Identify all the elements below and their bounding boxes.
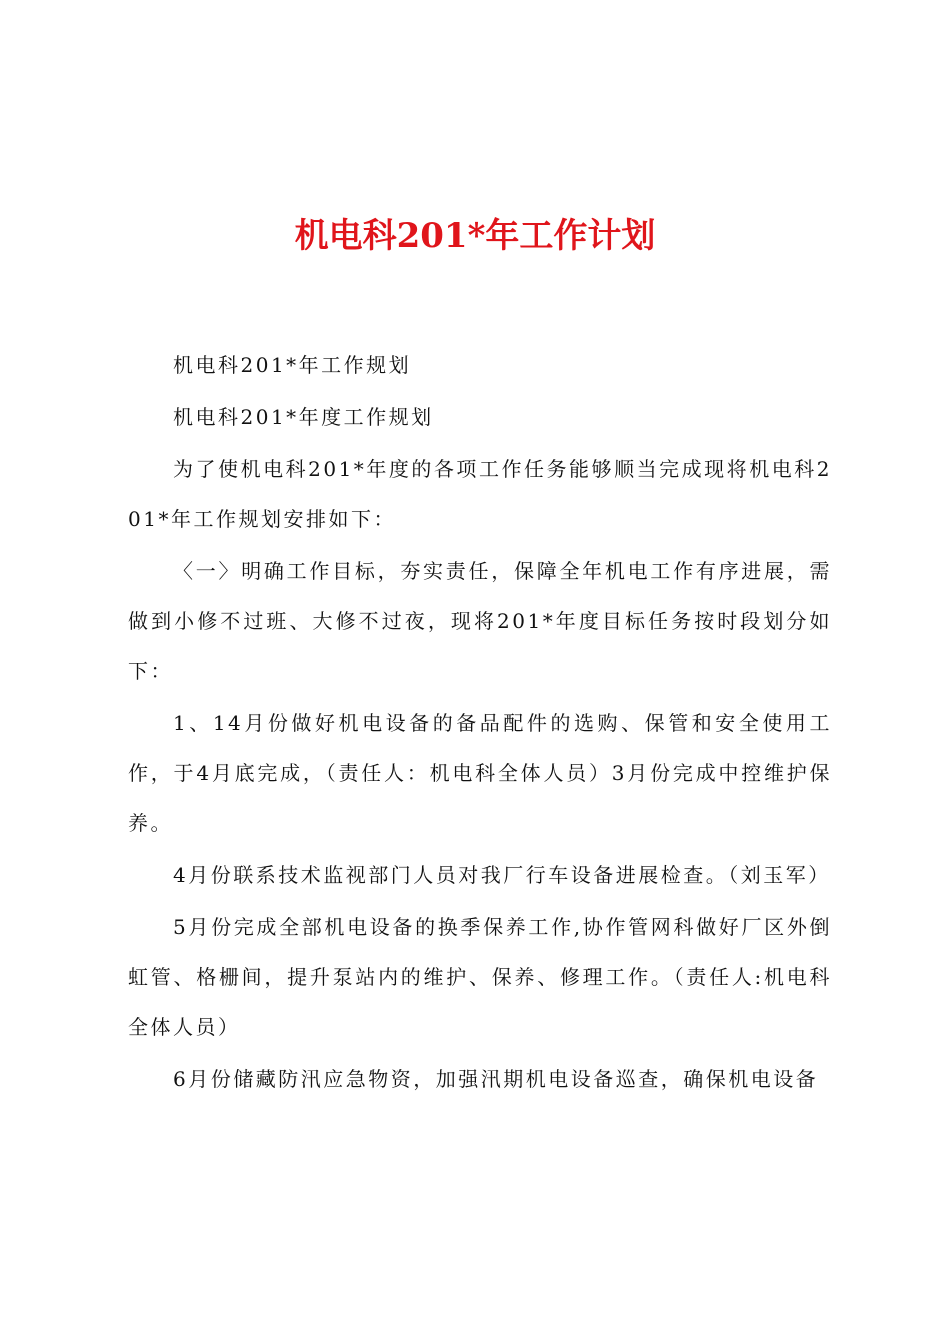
paragraph-april: 4月份联系技术监视部门人员对我厂行车设备进展检查。（刘玉军）: [173, 863, 831, 887]
document-title: 机电科201*年工作计划: [294, 216, 656, 256]
paragraph-may: 5月份完成全部机电设备的换季保养工作,协作管网科做好厂区外倒虹管、格栅间，提升泵站内的维护、保养、修理工作。（责任人:机电科全体人员）: [128, 915, 832, 1039]
document-body: [128, 340, 832, 1106]
paragraph-annual-plan-title: 机电科201*年度工作规划: [173, 405, 434, 429]
paragraph-june: 6月份储藏防汛应急物资，加强汛期机电设备巡查，确保机电设备: [173, 1067, 819, 1091]
paragraph-intro: 为了使机电科201*年度的各项工作任务能够顺当完成现将机电科201*年工作规划安排如下：: [128, 457, 832, 531]
paragraph-plan-title: 机电科201*年工作规划: [173, 353, 412, 377]
paragraph-item-1: 1、14月份做好机电设备的备品配件的选购、保管和安全使用工作，于4月底完成，（责任人：机电科全体人员）3月份完成中控维护保养。: [128, 711, 832, 835]
paragraph-goals: 〈一〉明确工作目标，夯实责任，保障全年机电工作有序进展，需做到小修不过班、大修不过夜，现将201*年度目标任务按时段划分如下：: [128, 559, 832, 683]
